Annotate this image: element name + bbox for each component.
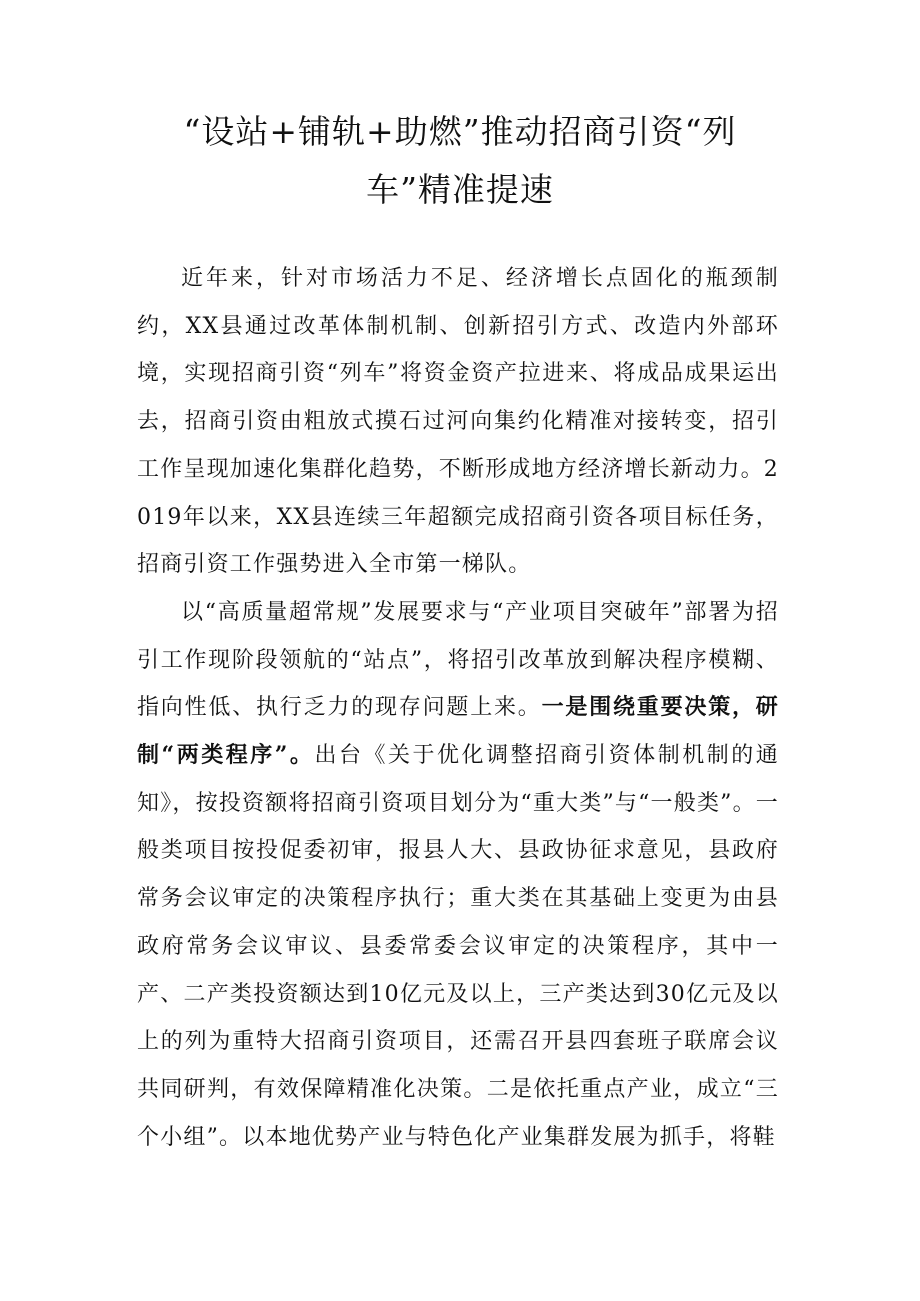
- document-body: [137, 255, 779, 1161]
- title-line-2: 车”精准提速: [366, 170, 554, 209]
- paragraph-2-rest: 出台《关于优化调整招商引资体制机制的通知》，按投资额将招商引资项目划分为“重大类”与“一般类”。一般类项目按投促委初审，报县人大、县政协征求意见，县政府常务会议审定的决策程序执行；重大类在其基础上变更为由县政府常务会议审议、县委常委会议审定的决策程序，其中一产、二产类投资额达到10亿元及以上，三产类达到30亿元及以上的列为重特大招商引资项目，还需召开县四套班子联席会议共同研判，有效保障精准化决策。二是依托重点产业，成立“三个小组”。以本地优势产业与特色化产业集群发展为抓手，将鞋: [137, 743, 779, 1150]
- paragraph-2-bold-heading: 一是围绕重要决策，研制“两类程序”。: [137, 694, 779, 769]
- paragraph-2-intro: 以“高质量超常规”发展要求与“产业项目突破年”部署为招引工作现阶段领航的“站点”，将招引改革放到解决程序模糊、指向性低、执行乏力的现存问题上来。: [137, 599, 779, 721]
- paragraph-1: 近年来，针对市场活力不足、经济增长点固化的瓶颈制约，XX县通过改革体制机制、创新招引方式、改造内外部环境，实现招商引资“列车”将资金资产拉进来、将成品成果运出去，招商引资由粗放式摸石过河向集约化精准对接转变，招引工作呈现加速化集群化趋势，不断形成地方经济增长新动力。2019年以来，XX县连续三年超额完成招商引资各项目标任务，招商引资工作强势进入全市第一梯队。: [137, 266, 779, 578]
- paragraph-2: [137, 589, 779, 1161]
- document-title: [120, 103, 800, 219]
- title-line-1: “设站+铺轨+助燃”推动招商引资“列: [183, 112, 737, 151]
